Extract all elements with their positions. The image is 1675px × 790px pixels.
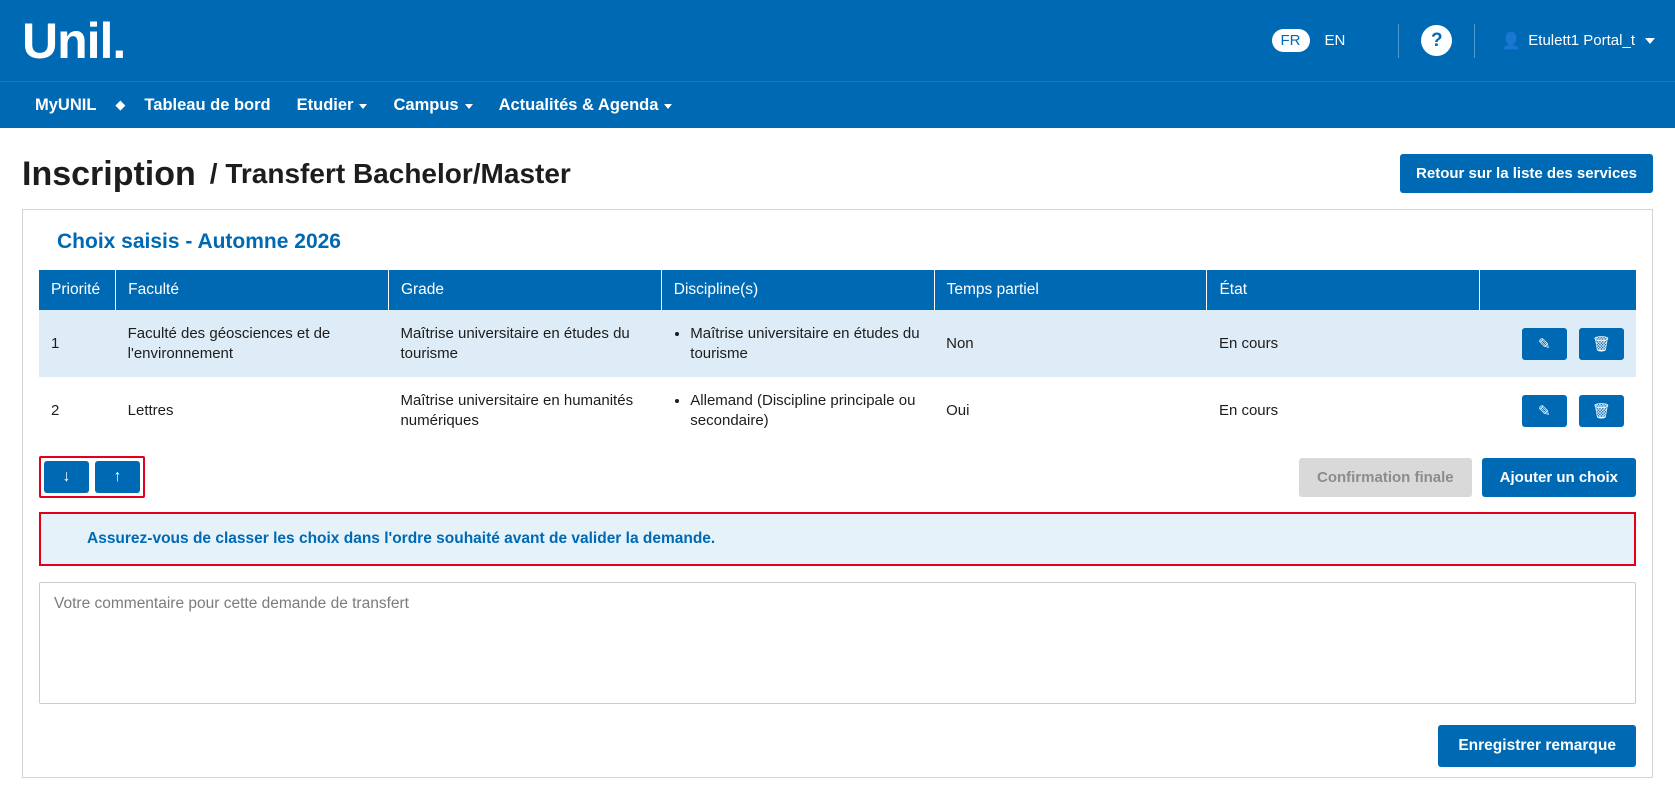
cell-part-time: Non <box>934 310 1207 377</box>
cell-priority: 2 <box>39 377 116 444</box>
return-to-services-button[interactable]: Retour sur la liste des services <box>1400 154 1653 193</box>
move-up-icon[interactable]: ↑ <box>95 461 140 493</box>
choices-table <box>39 270 1636 444</box>
user-name: Etulett1 Portal_t <box>1528 32 1635 49</box>
nav-item-campus[interactable] <box>380 96 485 115</box>
nav-item-tableau-de-bord[interactable] <box>131 96 283 115</box>
column-header-grade: Grade <box>388 270 661 310</box>
page-header <box>0 128 1675 209</box>
cell-part-time: Oui <box>934 377 1207 444</box>
nav-label: Actualités & Agenda <box>498 95 659 114</box>
column-header-part-time: Temps partiel <box>934 270 1207 310</box>
chevron-down-icon <box>359 104 367 109</box>
choices-card <box>22 209 1653 778</box>
trash-icon[interactable]: 🗑 <box>1579 395 1624 427</box>
nav-label: Etudier <box>296 95 354 114</box>
column-header-actions <box>1480 270 1636 310</box>
cell-state: En cours <box>1207 310 1480 377</box>
main-navigation <box>0 81 1675 128</box>
cell-priority: 1 <box>39 310 116 377</box>
column-header-state: État <box>1207 270 1480 310</box>
nav-separator-icon: ◆ <box>115 97 126 112</box>
reorder-button-group <box>39 456 145 498</box>
column-header-disciplines: Discipline(s) <box>661 270 934 310</box>
table-header <box>39 270 1636 310</box>
cell-grade: Maîtrise universitaire en études du tourisme <box>388 310 661 377</box>
final-confirmation-button[interactable]: Confirmation finale <box>1299 458 1472 497</box>
column-header-priority: Priorité <box>39 270 116 310</box>
chevron-down-icon <box>664 104 672 109</box>
help-icon[interactable]: ? <box>1421 25 1452 56</box>
column-header-faculty: Faculté <box>116 270 389 310</box>
comment-textarea[interactable] <box>39 582 1636 704</box>
cell-actions <box>1480 310 1636 377</box>
discipline-list <box>673 391 922 430</box>
add-choice-button[interactable]: Ajouter un choix <box>1482 458 1636 497</box>
cell-grade: Maîtrise universitaire en humanités numériques <box>388 377 661 444</box>
cell-faculty: Faculté des géosciences et de l'environnement <box>116 310 389 377</box>
list-item: • Maîtrise universitaire en études du tourisme <box>690 324 922 363</box>
cell-state: En cours <box>1207 377 1480 444</box>
language-switcher <box>1272 29 1355 52</box>
cell-disciplines <box>661 377 934 444</box>
nav-label: MyUNIL <box>35 95 97 114</box>
trash-icon[interactable]: 🗑 <box>1579 328 1624 360</box>
nav-item-actualites-agenda[interactable] <box>486 96 686 115</box>
edit-icon[interactable]: ✎ <box>1522 395 1567 427</box>
lang-fr[interactable]: FR <box>1272 29 1310 52</box>
user-icon: 👤 <box>1501 32 1522 50</box>
save-remark-button[interactable]: Enregistrer remarque <box>1438 725 1636 767</box>
nav-item-myunil[interactable] <box>22 96 109 115</box>
nav-item-etudier[interactable] <box>284 96 381 115</box>
page-subtitle: / Transfert Bachelor/Master <box>209 157 571 189</box>
header-right-tools <box>1272 24 1656 58</box>
cell-faculty: Lettres <box>116 377 389 444</box>
top-header <box>0 0 1675 81</box>
page-title: Inscription <box>22 154 196 193</box>
list-item: • Allemand (Discipline principale ou secondaire) <box>690 391 922 430</box>
table-header-row <box>39 270 1636 310</box>
user-menu[interactable] <box>1501 31 1655 51</box>
divider <box>1398 24 1399 58</box>
move-down-icon[interactable]: ↓ <box>44 461 89 493</box>
nav-label: Campus <box>393 95 459 114</box>
table-row <box>39 377 1636 444</box>
info-banner: Assurez-vous de classer les choix dans l'ordre souhaité avant de valider la demande. <box>39 512 1636 566</box>
section-title: Choix saisis - Automne 2026 <box>57 230 341 253</box>
save-row <box>39 725 1636 767</box>
discipline-list <box>673 324 922 363</box>
chevron-down-icon <box>1645 38 1655 44</box>
action-button-group <box>1299 458 1636 497</box>
table-row <box>39 310 1636 377</box>
divider <box>1474 24 1475 58</box>
nav-label: Tableau de bord <box>144 95 271 114</box>
table-body <box>39 310 1636 444</box>
chevron-down-icon <box>465 104 473 109</box>
edit-icon[interactable]: ✎ <box>1522 328 1567 360</box>
table-controls <box>39 456 1636 498</box>
cell-actions <box>1480 377 1636 444</box>
cell-disciplines <box>661 310 934 377</box>
lang-en[interactable]: EN <box>1324 32 1346 49</box>
unil-logo[interactable]: Unil. <box>22 12 126 69</box>
